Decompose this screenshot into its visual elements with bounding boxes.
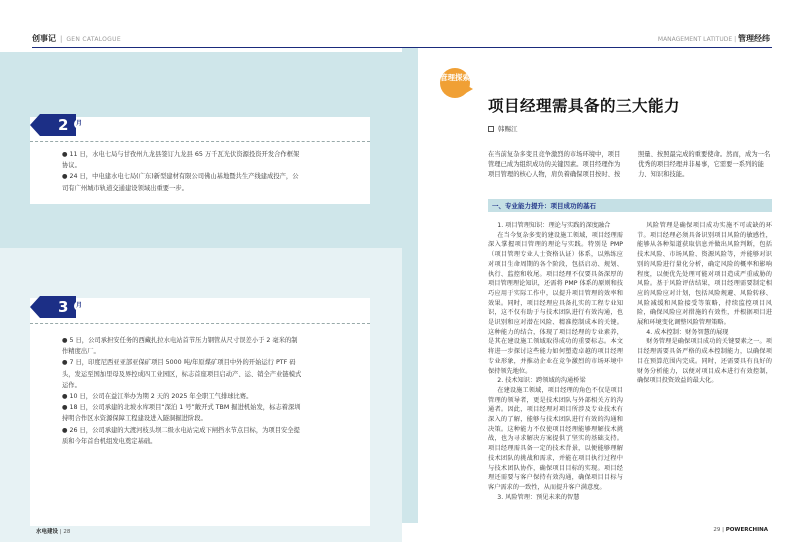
entry: ● 26 日，公司承建的大渡河枝头坝二级水电站完成下闸挡水节点目标，为项目安全提质和今年首台机组发电奠定基础。 [62,426,300,445]
right-page [402,0,804,549]
month-number: 2 [58,116,69,134]
entry: ● 7 日，印度尼西亚亚部亚保矿项目 5000 吨/年原煤矿项目中外的开始运行 PTF 码头，发运至国加里母及界控成四工业园区，标志首座项目启动产、运、销全产业链模式运作。 [62,359,302,389]
article-body [488,221,772,521]
entry: ● 24 日，中电建水电七局(广东)新型建材有限公司佛山基地暨共生产线建成投产，公司有广州城市轨道交通建设领域出重要一步。 [62,173,299,192]
entry: ● 18 日，公司承建的北坡水库项目“深泊 1 号”敞开式 TBM 掘进机始发，标志着深圳持明合作区水资源保障工程建设进入隧洞掘进阶段。 [62,404,301,423]
left-header-brand: 创事记 [32,34,56,43]
body-subheading: 3. 风险管理：预见未来的智慧 [497,493,580,501]
left-footer: 水电建设 | 28 [36,529,71,535]
card-divider [30,323,370,324]
author-icon [488,126,494,132]
month-2-entries [62,149,302,194]
left-header-sub: GEN CATALOGUE [66,36,121,43]
right-footer: 29 | POWERCHINA [713,527,768,533]
card-divider [30,141,370,142]
entry: ● 10 日，公司在益江举办为期 2 天的 2025 年全职工气排球比赛。 [62,393,253,401]
month-number: 3 [58,298,69,316]
month-unit: 月 [75,120,82,127]
body-subheading: 2. 技术知识：跨领域的沟通桥梁 [497,377,586,385]
article-author [488,124,518,133]
body-subheading: 4. 成本控制：财务智慧的展现 [646,328,729,336]
month-badge-3 [40,296,82,318]
teal-strip [402,48,418,523]
article-title: 项目经理需具备的三大能力 [488,97,681,115]
body-paragraph: 在当今复杂多变的建设施工领域，项目经理需深入掌握项目管理的理论与实践。特别是 PMP（项目管理专业人士资格认证）体系，以熟练应对项目生命周期的各个阶段，包括启动、规划、执行、监控和收尾。项目经理不仅要具备深厚的项目管理理论知识，还需将 PMP 体系的原则和技巧应用于实际工作中，以提升项目管理的效率和效果。同时，项目经理应具备扎实的工程专业知识，这不仅有助于与技术团队进行有效沟通，也是识别和应对潜在风险、精准控制成本的关键。这种能力的结合，体现了项目经理的专业素养，是其在建设施工领域取得成功的重要标志。本文将进一步探讨这些能力如何塑造卓越的项目经理专业形象，并推动企业在竞争激烈的市场环境中保持领先地位。 [488,231,623,375]
right-header: MANAGEMENT LATITUDE | 管理经纬 [657,34,770,43]
month-3-entries [62,335,302,447]
body-paragraph: 风险管理是确保项目成功实施不可或缺的环节。项目经理必须具备识别项目风险的敏感性，能够从各种渠道获取信息并做出风险判断，包括技术风险、市场风险、资源风险等，并能够对识别的风险进行量化分析，确定风险的概率和影响程度，以便优先处理可能对项目造成严重威胁的风险。基于风险评估结果，项目经理需要制定相应的风险应对计划，包括风险规避、风险转移、风险减缓和风险接受等策略，持续监控项目风险，确保风险应对措施的有效性，并根据项目进展和环境变化调整风险管理策略。 [637,222,772,327]
right-header-rule [402,47,772,48]
body-paragraph: 在建设施工领域，项目经理的角色不仅是项目管理的领导者，更是技术团队与外部相关方的沟通者。因此，项目经理对项目所涉及专业技术有深入的了解，能够与技术团队进行有效的沟通和决策。这种能力不仅使项目经理能够理解技术挑战，也为寻求解决方案提供了坚实的基础支持。项目经理需具备一定的技术背景，以便能够理解技术团队的挑战和需求，并能在项目执行过程中与技术团队协作，确保项目目标的实现。项目经理还需要与客户保持有效沟通，确保项目目标与客户需求的一致性，从而提升客户满意度。 [488,386,623,491]
entry: ● 5 日，公司承担安任务的西藏扎拉水电站首节压力钢管从尺寸误差小于 2 毫米的制作精度出厂。 [62,337,298,356]
footer-brand: 水电建设 [36,529,59,535]
right-header-sub: MANAGEMENT LATITUDE [657,36,733,43]
month-badge-2 [40,114,82,136]
author-name: 韩赐江 [498,125,518,133]
month-unit: 月 [75,302,82,309]
body-paragraph: 财务管理是确保项目成功的关键要素之一。项目经理需要具备严格的成本控制能力，以确保项目在预算范围内完成。同时，还需要具有良好的财务分析能力，以便对项目成本进行有效控制，确保项目投资效益的最大化。 [637,338,772,385]
left-header: 创事记 | GEN CATALOGUE [32,34,121,43]
page-number: 29 [713,527,721,533]
body-subheading: 1. 项目管理知识：理论与实践的深度融合 [497,222,611,229]
left-header-rule [32,47,402,48]
right-header-brand: 管理经纬 [738,34,770,43]
entry: ● 11 日，水电七局与甘孜州九龙县签订九龙县 65 万千瓦光伏资源投资开发合作框架协议。 [62,151,300,170]
page-number: 28 [63,529,71,535]
article-intro: 在当前复杂多变且竞争激烈的市场环境中，项目管理已成为组织成功的关键因素。项目经理作为项目管理的核心人物，肩负着确保项目按时、按照量、按照最完成的重要使命。然而，成为一名优秀的项目经理并非易事，它需要一系列的能力、知识和技能。 [488,151,771,178]
footer-brand: POWERCHINA [725,527,768,533]
section-title: 一、专业能力提升：项目成功的基石 [492,202,596,210]
article-tag-badge: 管理探索 [440,68,470,98]
